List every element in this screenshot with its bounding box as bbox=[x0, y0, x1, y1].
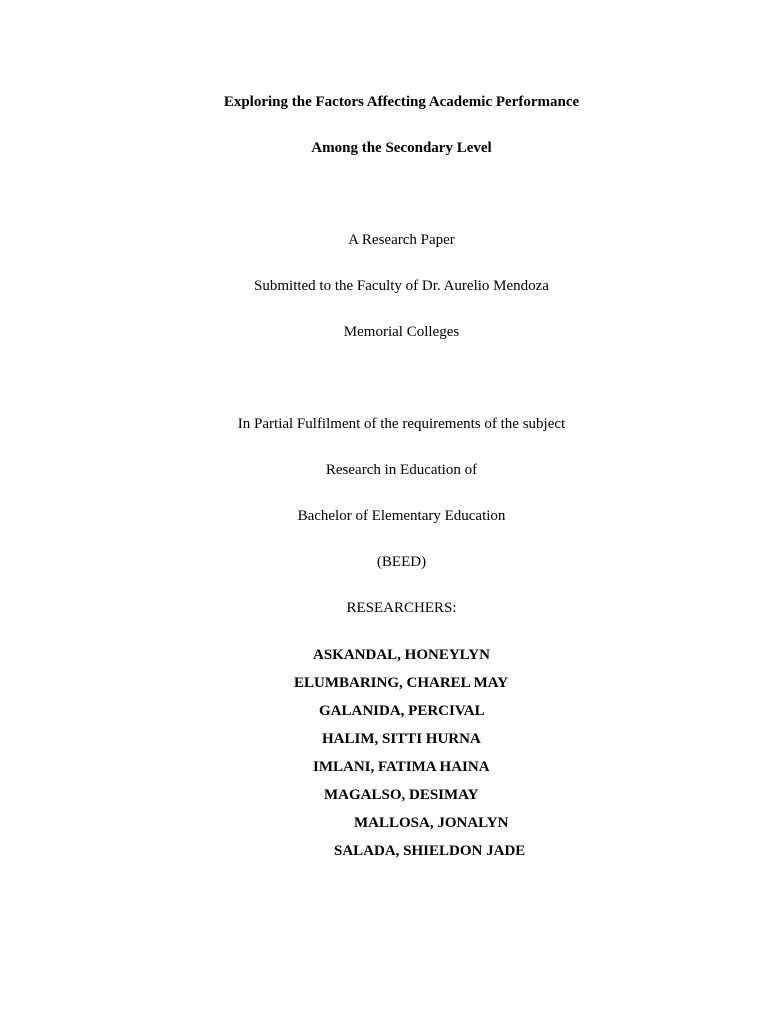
researchers-heading: RESEARCHERS: bbox=[346, 600, 457, 616]
researcher-name: MAGALSO, DESIMAY bbox=[324, 787, 479, 803]
researcher-name: GALANIDA, PERCIVAL bbox=[319, 703, 485, 719]
fulfilment-line-1: In Partial Fulfilment of the requirements of the subject bbox=[237, 416, 566, 432]
fulfilment-line-2: Research in Education of bbox=[325, 462, 478, 478]
submitted-to: Submitted to the Faculty of Dr. Aurelio Mendoza bbox=[254, 278, 549, 294]
researcher-name: MALLOSA, JONALYN bbox=[354, 815, 509, 831]
researcher-name: IMLANI, FATIMA HAINA bbox=[313, 759, 490, 775]
title-line-2: Among the Secondary Level bbox=[311, 140, 492, 156]
researcher-name: ASKANDAL, HONEYLYN bbox=[313, 647, 490, 663]
degree-name: Bachelor of Elementary Education bbox=[297, 508, 506, 524]
paper-type: A Research Paper bbox=[348, 232, 455, 248]
researcher-name: SALADA, SHIELDON JADE bbox=[334, 843, 526, 859]
title-line-1: Exploring the Factors Affecting Academic Performance bbox=[223, 94, 580, 110]
degree-abbreviation: (BEED) bbox=[376, 554, 427, 570]
researcher-name: ELUMBARING, CHAREL MAY bbox=[294, 675, 509, 691]
institution-name: Memorial Colleges bbox=[343, 324, 460, 340]
researcher-name: HALIM, SITTI HURNA bbox=[322, 731, 481, 747]
